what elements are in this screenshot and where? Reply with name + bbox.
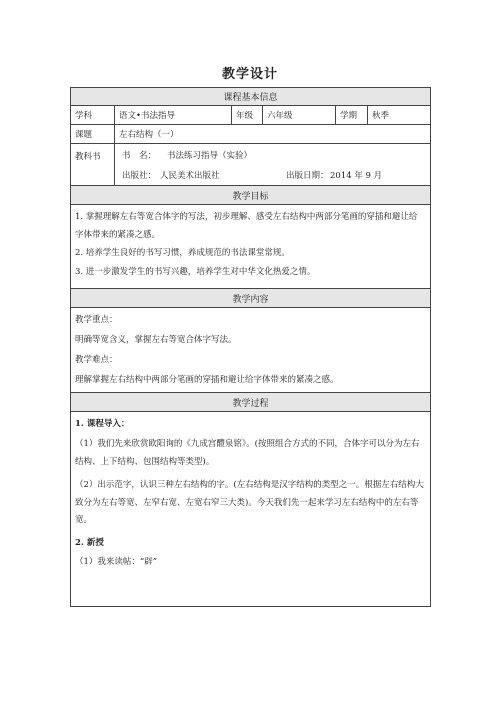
grade-label: 年级 xyxy=(232,106,263,124)
content-body xyxy=(71,308,430,393)
textbook-details xyxy=(115,144,430,185)
book-name-label: 书 名： xyxy=(122,151,157,161)
difficulty-label: 教学难点： xyxy=(75,355,118,365)
objectives-body xyxy=(71,205,430,289)
lesson-plan-table xyxy=(70,87,431,607)
key-point-label: 教学重点： xyxy=(75,315,118,325)
subject-label: 学科 xyxy=(71,106,115,124)
key-point-text: 明确等宽含义，掌握左右等宽合体字写法。 xyxy=(75,335,237,345)
content-header: 教学内容 xyxy=(71,289,430,308)
topic-row xyxy=(71,125,430,144)
publisher-value: 人民美术出版社 xyxy=(160,171,220,181)
process-body xyxy=(71,412,430,606)
subject-row xyxy=(71,106,430,125)
book-name-value: 书法练习指导（实验） xyxy=(167,151,253,161)
intro-section-title: 1. 课程导入： xyxy=(75,419,130,429)
objectives-header: 教学目标 xyxy=(71,186,430,205)
difficulty-text: 理解掌握左右结构中两部分笔画的穿插和避让给字体带来的紧凑之感。 xyxy=(75,375,339,385)
term-label: 学期 xyxy=(336,106,368,124)
new-lesson-title: 2. 新授 xyxy=(75,538,104,548)
objective-item: 2. 培养学生良好的书写习惯，养成规范的书法课堂常规。 xyxy=(75,248,290,258)
term-value: 秋季 xyxy=(372,111,390,121)
objective-item: 1. 掌握理解左右等宽合体字的写法，初步理解、感受左右结构中两部分笔画的穿插和避让给字体带来的紧凑之感。 xyxy=(75,212,418,240)
process-paragraph: （1）我们先来欣赏欧阳询的《九成宫醴泉铭》。(按照组合方式的不同，合体字可以分为左右结构、上下结构、包围结构等类型)。 xyxy=(75,439,420,467)
basic-info-header: 课程基本信息 xyxy=(71,88,430,106)
pub-date-label: 出版日期： xyxy=(286,171,329,181)
publisher-label: 出版社： xyxy=(122,171,157,181)
textbook-label: 教科书 xyxy=(71,144,115,185)
pub-date-value: 2014 年 9 月 xyxy=(330,171,383,181)
grade-value: 六年级 xyxy=(263,106,336,124)
process-paragraph: （2）出示范字，认识三种左右结构的字。(左右结构是汉字结构的类型之一。根据左右结构大致分为左右等宽、左窄右宽、左宽右窄三大类)。今天我们先一起来学习左右结构中的左右等宽。 xyxy=(75,480,424,525)
subject-value: 语文•书法指导 xyxy=(115,106,232,124)
textbook-row xyxy=(71,144,430,186)
process-header: 教学过程 xyxy=(71,393,430,412)
topic-label: 课题 xyxy=(71,125,115,143)
objective-item: 3. 进一步激发学生的书写兴趣，培养学生对中华文化热爱之情。 xyxy=(75,267,316,277)
process-paragraph: （1）我来读帖：“辟” xyxy=(75,557,158,567)
topic-value: 左右结构（一） xyxy=(119,130,179,140)
page-title: 教学设计 xyxy=(221,67,278,82)
